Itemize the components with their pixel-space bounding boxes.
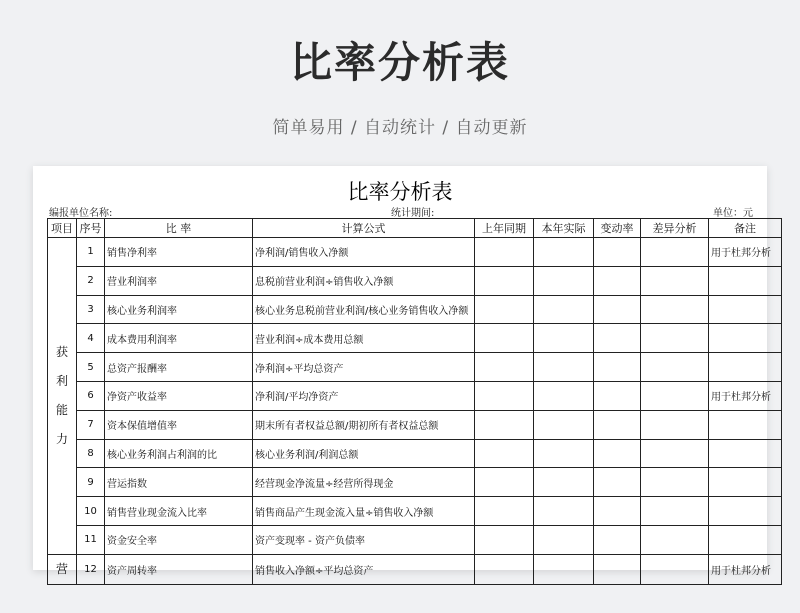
last-year-cell [475, 381, 534, 410]
header-ratio: 比 率 [105, 219, 253, 238]
variance-cell [641, 238, 709, 267]
variance-cell [641, 554, 709, 584]
header-change-rate: 变动率 [594, 219, 641, 238]
this-year-cell [534, 410, 594, 439]
variance-cell [641, 497, 709, 526]
ratio-cell: 核心业务利润占利润的比 [105, 439, 253, 468]
last-year-cell [475, 525, 534, 554]
seq-cell: 10 [77, 497, 105, 526]
this-year-cell [534, 554, 594, 584]
variance-cell [641, 295, 709, 324]
table-row [48, 525, 782, 554]
table-row [48, 497, 782, 526]
this-year-cell [534, 324, 594, 353]
change-rate-cell [594, 468, 641, 497]
ratio-table [47, 218, 782, 585]
table-row [48, 266, 782, 295]
remark-cell [709, 468, 782, 497]
formula-cell: 净利润/平均净资产 [253, 381, 475, 410]
seq-cell: 7 [77, 410, 105, 439]
variance-cell [641, 410, 709, 439]
formula-cell: 期末所有者权益总额/期初所有者权益总额 [253, 410, 475, 439]
currency-unit-label: 单位：元 [713, 208, 753, 219]
formula-cell: 销售商品产生现金流入量÷销售收入净额 [253, 497, 475, 526]
last-year-cell [475, 353, 534, 382]
remark-cell [709, 324, 782, 353]
change-rate-cell [594, 353, 641, 382]
header-this-year: 本年实际 [534, 219, 594, 238]
group-next: 营 [48, 554, 77, 584]
reporting-unit-label: 编报单位名称: [49, 208, 113, 219]
spreadsheet-preview [33, 166, 771, 577]
table-row [48, 554, 782, 584]
variance-cell [641, 381, 709, 410]
last-year-cell [475, 295, 534, 324]
ratio-cell: 销售营业现金流入比率 [105, 497, 253, 526]
formula-cell: 息税前营业利润÷销售收入净额 [253, 266, 475, 295]
variance-cell [641, 324, 709, 353]
header-item: 项目 [48, 219, 77, 238]
seq-cell: 2 [77, 266, 105, 295]
seq-cell: 3 [77, 295, 105, 324]
last-year-cell [475, 468, 534, 497]
ratio-cell: 营业利润率 [105, 266, 253, 295]
table-header-row [48, 219, 782, 238]
group-profitability: 获 利 能 力 [48, 238, 77, 555]
remark-cell [709, 439, 782, 468]
remark-cell: 用于杜邦分析 [709, 238, 782, 267]
table-row [48, 295, 782, 324]
sheet-title: 比率分析表 [347, 180, 453, 204]
remark-cell [709, 525, 782, 554]
table-row [48, 381, 782, 410]
last-year-cell [475, 497, 534, 526]
table-row [48, 238, 782, 267]
this-year-cell [534, 439, 594, 468]
change-rate-cell [594, 497, 641, 526]
seq-cell: 9 [77, 468, 105, 497]
period-label: 统计期间: [391, 208, 435, 219]
ratio-cell: 资产周转率 [105, 554, 253, 584]
last-year-cell [475, 554, 534, 584]
remark-cell [709, 266, 782, 295]
page-title: 比率分析表 [289, 38, 510, 87]
remark-cell [709, 295, 782, 324]
change-rate-cell [594, 295, 641, 324]
remark-cell [709, 353, 782, 382]
table-row [48, 468, 782, 497]
variance-cell [641, 468, 709, 497]
this-year-cell [534, 266, 594, 295]
last-year-cell [475, 266, 534, 295]
change-rate-cell [594, 266, 641, 295]
remark-cell [709, 410, 782, 439]
remark-cell: 用于杜邦分析 [709, 554, 782, 584]
seq-cell: 5 [77, 353, 105, 382]
ratio-cell: 净资产收益率 [105, 381, 253, 410]
seq-cell: 6 [77, 381, 105, 410]
header-last-year: 上年同期 [475, 219, 534, 238]
this-year-cell [534, 525, 594, 554]
remark-cell [709, 497, 782, 526]
table-row [48, 353, 782, 382]
table-row [48, 324, 782, 353]
table-row [48, 439, 782, 468]
this-year-cell [534, 295, 594, 324]
ratio-cell: 资金安全率 [105, 525, 253, 554]
this-year-cell [534, 353, 594, 382]
variance-cell [641, 353, 709, 382]
ratio-cell: 总资产报酬率 [105, 353, 253, 382]
change-rate-cell [594, 238, 641, 267]
formula-cell: 经营现金净流量÷经营所得现金 [253, 468, 475, 497]
formula-cell: 营业利润÷成本费用总额 [253, 324, 475, 353]
change-rate-cell [594, 554, 641, 584]
change-rate-cell [594, 410, 641, 439]
variance-cell [641, 525, 709, 554]
variance-cell [641, 439, 709, 468]
formula-cell: 净利润÷平均总资产 [253, 353, 475, 382]
seq-cell: 11 [77, 525, 105, 554]
seq-cell: 12 [77, 554, 105, 584]
header-variance: 差异分析 [641, 219, 709, 238]
change-rate-cell [594, 381, 641, 410]
this-year-cell [534, 468, 594, 497]
ratio-cell: 营运指数 [105, 468, 253, 497]
change-rate-cell [594, 439, 641, 468]
change-rate-cell [594, 324, 641, 353]
formula-cell: 核心业务利润/利润总额 [253, 439, 475, 468]
this-year-cell [534, 238, 594, 267]
variance-cell [641, 266, 709, 295]
header-remark: 备注 [709, 219, 782, 238]
change-rate-cell [594, 525, 641, 554]
formula-cell: 净利润/销售收入净额 [253, 238, 475, 267]
formula-cell: 销售收入净额÷平均总资产 [253, 554, 475, 584]
ratio-cell: 资本保值增值率 [105, 410, 253, 439]
this-year-cell [534, 497, 594, 526]
remark-cell: 用于杜邦分析 [709, 381, 782, 410]
table-row [48, 410, 782, 439]
ratio-cell: 销售净利率 [105, 238, 253, 267]
last-year-cell [475, 439, 534, 468]
seq-cell: 1 [77, 238, 105, 267]
last-year-cell [475, 410, 534, 439]
ratio-cell: 成本费用利润率 [105, 324, 253, 353]
last-year-cell [475, 238, 534, 267]
page-subtitle: 简单易用 / 自动统计 / 自动更新 [272, 118, 528, 138]
seq-cell: 4 [77, 324, 105, 353]
this-year-cell [534, 381, 594, 410]
formula-cell: 资产变现率 - 资产负债率 [253, 525, 475, 554]
header-seq: 序号 [77, 219, 105, 238]
seq-cell: 8 [77, 439, 105, 468]
formula-cell: 核心业务息税前营业利润/核心业务销售收入净额 [253, 295, 475, 324]
header-formula: 计算公式 [253, 219, 475, 238]
ratio-cell: 核心业务利润率 [105, 295, 253, 324]
last-year-cell [475, 324, 534, 353]
